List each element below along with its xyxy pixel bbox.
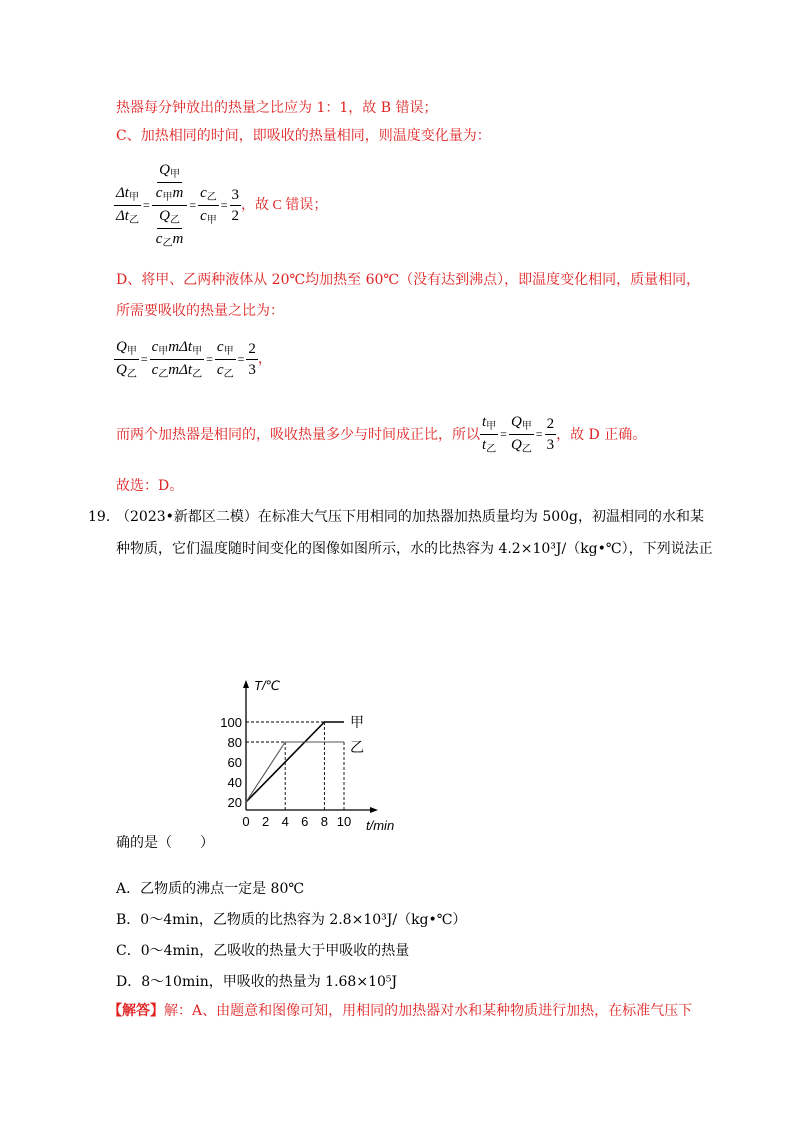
question-stem-line1: （2023•新都区二模）在标准大气压下用相同的加热器加热质量均为 500g，初温相同的水和某 — [116, 509, 705, 525]
question-stem-line2: 种物质，它们温度随时间变化的图像如图所示，水的比热容为 4.2×10³J/（kg•℃），下列说法正 — [116, 541, 713, 557]
formula-temperature-ratio: $\frac{\Delta t_甲}{\Delta t_乙}$ = $\frac{\frac{Q_甲}{c_甲m}}{\frac{Q_乙}{c_乙m}}$ = $\frac{c_乙}{c_甲}$ = $\frac{3}{2}$ ，故 C 错误； — [116, 162, 328, 249]
x-tick-label: 8 — [320, 814, 329, 829]
series-label-1: 甲 — [350, 714, 364, 730]
x-axis-label: t/min — [366, 818, 395, 833]
y-tick-label: 20 — [227, 795, 242, 810]
answer-tag: 【解答】 — [108, 1003, 164, 1019]
answer-text: 解：A、由题意和图像可知，用相同的加热器对水和某种物质进行加热，在标准气压下 — [164, 1003, 693, 1019]
option-c[interactable]: C．0～4min，乙吸收的热量大于甲吸收的热量 — [116, 943, 410, 959]
y-tick-label: 100 — [220, 715, 242, 730]
y-axis-label: T/℃ — [254, 678, 281, 693]
solution-conclusion: 故选：D。 — [116, 478, 184, 494]
series-line-1 — [246, 722, 344, 802]
question-number: 19. — [88, 509, 111, 525]
x-tick-label: 0 — [242, 814, 250, 829]
y-tick-label: 40 — [227, 775, 242, 790]
series-label-2: 乙 — [350, 739, 364, 755]
question-stem-line3: 确的是（ ） — [116, 835, 214, 851]
x-tick-label: 4 — [281, 814, 289, 829]
option-b[interactable]: B．0～4min，乙物质的比热容为 2.8×10³J/（kg•℃） — [116, 912, 467, 928]
answer-line — [108, 1002, 692, 1020]
solution-line-c: C、加热相同的时间，即吸收的热量相同，则温度变化量为： — [116, 128, 491, 144]
x-tick-label: 6 — [301, 814, 309, 829]
x-axis-arrow — [370, 807, 378, 813]
solution-line-d2: 所需要吸收的热量之比为： — [116, 303, 284, 319]
solution-line-d: D、将甲、乙两种液体从 20℃均加热至 60℃（没有达到沸点），即温度变化相同，质量相同， — [116, 272, 701, 288]
solution-line-time: 而两个加热器是相同的，吸收热量多少与时间成正比，所以 $\frac{t_甲}{t_乙}$ = $\frac{Q_甲}{Q_乙}$ = $\frac{2}{3}$ ，故 D 正确。 — [116, 414, 647, 455]
y-tick-label: 80 — [227, 735, 242, 750]
x-tick-label: 10 — [336, 814, 352, 829]
y-tick-label: 60 — [227, 755, 242, 770]
option-a[interactable]: A．乙物质的沸点一定是 80℃ — [116, 881, 305, 897]
x-tick-label: 2 — [261, 814, 270, 829]
formula-heat-ratio: $\frac{Q_甲}{Q_乙}$ = $\frac{c_甲m\Delta t_甲}{c_乙m\Delta t_乙}$ = $\frac{c_甲}{c_乙}$ = $\frac{2}{3}$ ， — [116, 339, 272, 380]
formula-tail-c: ，故 C 错误； — [241, 197, 328, 213]
formula-tail-2: ， — [257, 351, 272, 367]
y-axis-arrow — [243, 680, 249, 688]
option-d[interactable]: D．8～10min，甲吸收的热量为 1.68×10⁵J — [116, 974, 398, 990]
solution-line-b: 热器每分钟放出的热量之比应为 1：1，故 B 错误； — [116, 100, 438, 116]
temperature-time-chart — [200, 668, 430, 840]
